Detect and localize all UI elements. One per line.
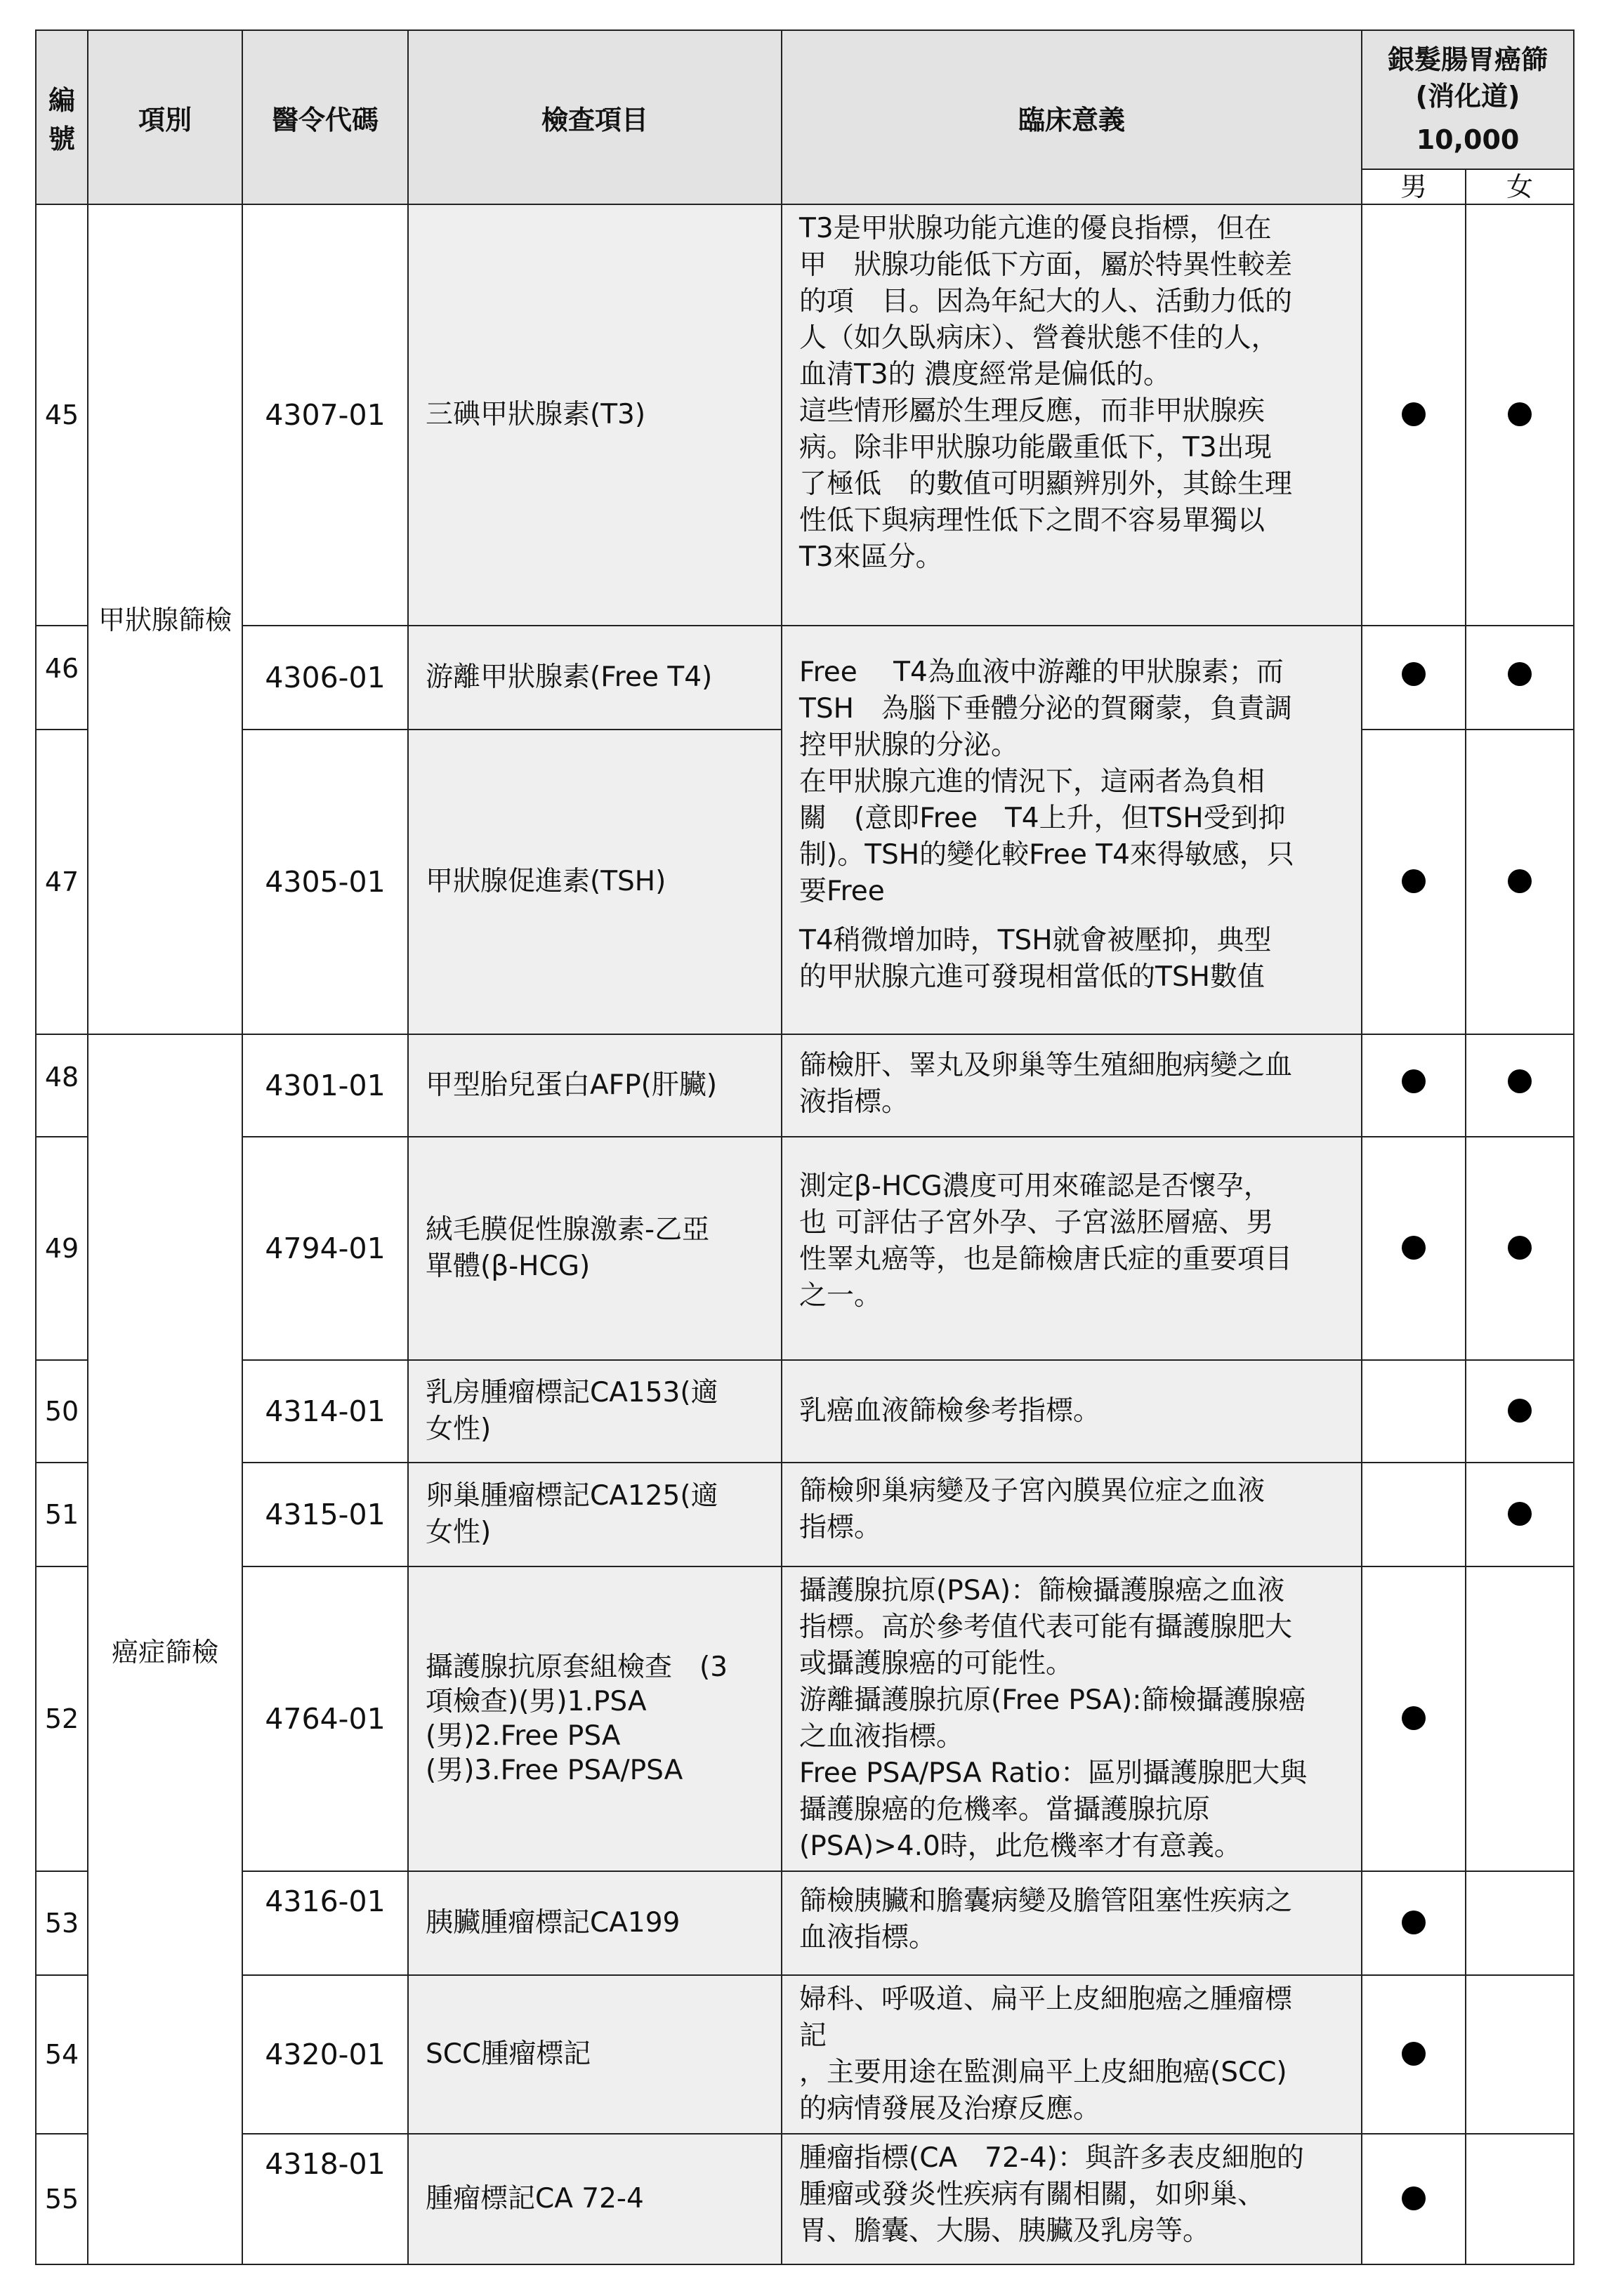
female-mark: [1466, 1360, 1574, 1463]
exam-item: SCC腫瘤標記: [408, 1975, 782, 2134]
order-code: 4307-01: [242, 204, 408, 626]
order-code: 4314-01: [242, 1360, 408, 1463]
dot-icon: [1508, 1502, 1532, 1526]
dot-icon: [1508, 1069, 1532, 1093]
clinical-meaning-shared: Free T4為血液中游離的甲狀腺素；而 TSH 為腦下垂體分泌的賀爾蒙，負責調 控甲狀腺的分泌。 在甲狀腺亢進的情況下，這兩者為負相 關 (意即Free T4上升，但TSH受到抑 制)。TSH的變化較Free T4來得敏感，只 要Free T4稍微增加時，TSH就會被壓抑，典型 的甲狀腺亢進可發現相當低的TSH數值: [782, 626, 1362, 1034]
row-no: 52: [36, 1566, 88, 1871]
row-no: 45: [36, 204, 88, 626]
exam-item: 甲型胎兒蛋白AFP(肝臟): [408, 1034, 782, 1137]
male-mark: [1362, 1871, 1466, 1975]
table-row: [36, 1360, 1574, 1463]
header-no: 編 號: [36, 30, 88, 204]
male-mark: [1362, 1137, 1466, 1360]
dot-icon: [1402, 1069, 1426, 1093]
female-mark: [1466, 1566, 1574, 1871]
order-code: 4318-01: [242, 2134, 408, 2264]
dot-icon: [1508, 1236, 1532, 1260]
order-code: 4305-01: [242, 730, 408, 1034]
exam-item: 游離甲狀腺素(Free T4): [408, 626, 782, 730]
order-code: 4301-01: [242, 1034, 408, 1137]
dot-icon: [1402, 402, 1426, 426]
table-row: [36, 626, 1574, 730]
order-code: 4764-01: [242, 1566, 408, 1871]
order-code: 4316-01: [242, 1871, 408, 1975]
category-cancer: 癌症篩檢: [88, 1034, 242, 2264]
table-row: [36, 2134, 1574, 2264]
dot-icon: [1402, 2042, 1426, 2066]
dot-icon: [1508, 1399, 1532, 1423]
header-code: 醫令代碼: [242, 30, 408, 204]
female-mark: [1466, 1975, 1574, 2134]
header-male: 男: [1362, 169, 1466, 204]
table-row: [36, 1034, 1574, 1137]
female-mark: [1466, 2134, 1574, 2264]
dot-icon: [1402, 1706, 1426, 1730]
header-category: 項別: [88, 30, 242, 204]
category-thyroid: 甲狀腺篩檢: [88, 204, 242, 1034]
clinical-meaning: 乳癌血液篩檢參考指標。: [782, 1360, 1362, 1463]
exam-table: [35, 29, 1575, 2265]
exam-item: 卵巢腫瘤標記CA125(適 女性): [408, 1463, 782, 1566]
row-no: 48: [36, 1034, 88, 1137]
exam-item: 三碘甲狀腺素(T3): [408, 204, 782, 626]
male-mark: [1362, 730, 1466, 1034]
male-mark: [1362, 1034, 1466, 1137]
female-mark: [1466, 1034, 1574, 1137]
clinical-meaning: 攝護腺抗原(PSA)：篩檢攝護腺癌之血液 指標。高於參考值代表可能有攝護腺肥大 或攝護腺癌的可能性。 游離攝護腺抗原(Free PSA):篩檢攝護腺癌 之血液指標。 Free PSA/PSA Ratio：區別攝護腺肥大與 攝護腺癌的危機率。當攝護腺抗原 (PSA)>4.0時，此危機率才有意義。: [782, 1566, 1362, 1871]
male-mark: [1362, 1360, 1466, 1463]
male-mark: [1362, 204, 1466, 626]
dot-icon: [1402, 662, 1426, 686]
row-no: 53: [36, 1871, 88, 1975]
clinical-meaning: 篩檢卵巢病變及子宮內膜異位症之血液 指標。: [782, 1463, 1362, 1566]
clinical-meaning: T3是甲狀腺功能亢進的優良指標，但在 甲 狀腺功能低下方面，屬於特異性較差 的項 目。因為年紀大的人、活動力低的 人（如久臥病床）、營養狀態不佳的人， 血清T3的 濃度經常是偏低的。 這些情形屬於生理反應，而非甲狀腺疾 病。除非甲狀腺功能嚴重低下，T3出現 了極低 的數值可明顯辨別外，其餘生理 性低下與病理性低下之間不容易單獨以 T3來區分。: [782, 204, 1362, 626]
header-price: 10,000: [1416, 124, 1520, 155]
clinical-meaning: 腫瘤指標(CA 72-4)：與許多表皮細胞的 腫瘤或發炎性疾病有關相關，如卵巢、 胃、膽囊、大腸、胰臟及乳房等。: [782, 2134, 1362, 2264]
male-mark: [1362, 1566, 1466, 1871]
exam-item: 攝護腺抗原套組檢查 (3 項檢查)(男)1.PSA (男)2.Free PSA (男)3.Free PSA/PSA: [408, 1566, 782, 1871]
male-mark: [1362, 626, 1466, 730]
row-no: 49: [36, 1137, 88, 1360]
female-mark: [1466, 1137, 1574, 1360]
male-mark: [1362, 1975, 1466, 2134]
row-no: 47: [36, 730, 88, 1034]
dot-icon: [1508, 402, 1532, 426]
clinical-meaning: 婦科、呼吸道、扁平上皮細胞癌之腫瘤標 記 ，主要用途在監測扁平上皮細胞癌(SCC) 的病情發展及治療反應。: [782, 1975, 1362, 2134]
row-no: 55: [36, 2134, 88, 2264]
header-package: 銀髮腸胃癌篩 (消化道) 10,000: [1362, 30, 1574, 169]
dot-icon: [1402, 869, 1426, 893]
female-mark: [1466, 204, 1574, 626]
dot-icon: [1402, 1236, 1426, 1260]
female-mark: [1466, 1871, 1574, 1975]
exam-item: 胰臟腫瘤標記CA199: [408, 1871, 782, 1975]
row-no: 46: [36, 626, 88, 730]
header-meaning: 臨床意義: [782, 30, 1362, 204]
table-row: [36, 1463, 1574, 1566]
male-mark: [1362, 1463, 1466, 1566]
order-code: 4306-01: [242, 626, 408, 730]
order-code: 4794-01: [242, 1137, 408, 1360]
female-mark: [1466, 730, 1574, 1034]
table-row: [36, 204, 1574, 626]
exam-item: 乳房腫瘤標記CA153(適 女性): [408, 1360, 782, 1463]
row-no: 54: [36, 1975, 88, 2134]
clinical-meaning: 篩檢胰臟和膽囊病變及膽管阻塞性疾病之 血液指標。: [782, 1871, 1362, 1975]
table-row: [36, 1566, 1574, 1871]
dot-icon: [1508, 662, 1532, 686]
exam-item: 甲狀腺促進素(TSH): [408, 730, 782, 1034]
order-code: 4320-01: [242, 1975, 408, 2134]
dot-icon: [1402, 1911, 1426, 1934]
table-row: [36, 1137, 1574, 1360]
exam-item: 腫瘤標記CA 72-4: [408, 2134, 782, 2264]
header-female: 女: [1466, 169, 1574, 204]
female-mark: [1466, 1463, 1574, 1566]
dot-icon: [1402, 2186, 1426, 2210]
table-row: [36, 1975, 1574, 2134]
row-no: 51: [36, 1463, 88, 1566]
order-code: 4315-01: [242, 1463, 408, 1566]
female-mark: [1466, 626, 1574, 730]
row-no: 50: [36, 1360, 88, 1463]
header-item: 檢查項目: [408, 30, 782, 204]
dot-icon: [1508, 869, 1532, 893]
male-mark: [1362, 2134, 1466, 2264]
exam-item: 絨毛膜促性腺激素-乙亞 單體(β-HCG): [408, 1137, 782, 1360]
table-row: [36, 1871, 1574, 1975]
clinical-meaning: 篩檢肝、睪丸及卵巢等生殖細胞病變之血 液指標。: [782, 1034, 1362, 1137]
clinical-meaning: 測定β-HCG濃度可用來確認是否懷孕， 也 可評估子宮外孕、子宮滋胚層癌、男 性睪丸癌等，也是篩檢唐氏症的重要項目 之一。: [782, 1137, 1362, 1360]
